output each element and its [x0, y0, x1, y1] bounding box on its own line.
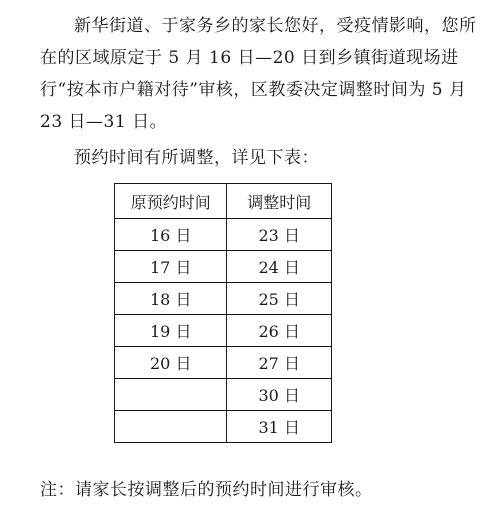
original-time-cell	[115, 379, 227, 411]
original-time-cell: 18 日	[115, 283, 227, 315]
adjusted-time-cell: 30 日	[227, 379, 332, 411]
footnote: 注：请家长按调整后的预约时间进行审核。	[40, 480, 373, 500]
original-time-cell: 17 日	[115, 251, 227, 283]
adjusted-time-cell: 25 日	[227, 283, 332, 315]
header-adjusted-time: 调整时间	[227, 184, 332, 219]
table-header-row	[115, 184, 332, 219]
table-row	[115, 283, 332, 315]
table-row	[115, 379, 332, 411]
original-time-cell: 20 日	[115, 347, 227, 379]
intro-paragraph: 新华街道、于家务乡的家长您好，受疫情影响，您所在的区域原定于 5 月 16 日—20 日到乡镇街道现场进行“按本市户籍对待”审核，区教委决定调整时间为 5 月 23 日—31 日。	[40, 16, 477, 132]
table-row	[115, 251, 332, 283]
header-original-time: 原预约时间	[115, 184, 227, 219]
schedule-subheading: 预约时间有所调整，详见下表：	[74, 148, 319, 168]
original-time-cell	[115, 411, 227, 443]
adjusted-time-cell: 31 日	[227, 411, 332, 443]
adjusted-time-cell: 27 日	[227, 347, 332, 379]
adjusted-time-cell: 24 日	[227, 251, 332, 283]
table-row	[115, 411, 332, 443]
adjusted-time-cell: 23 日	[227, 219, 332, 251]
table-row	[115, 219, 332, 251]
schedule-table	[114, 183, 332, 443]
adjusted-time-cell: 26 日	[227, 315, 332, 347]
table-row	[115, 347, 332, 379]
table-row	[115, 315, 332, 347]
original-time-cell: 16 日	[115, 219, 227, 251]
original-time-cell: 19 日	[115, 315, 227, 347]
